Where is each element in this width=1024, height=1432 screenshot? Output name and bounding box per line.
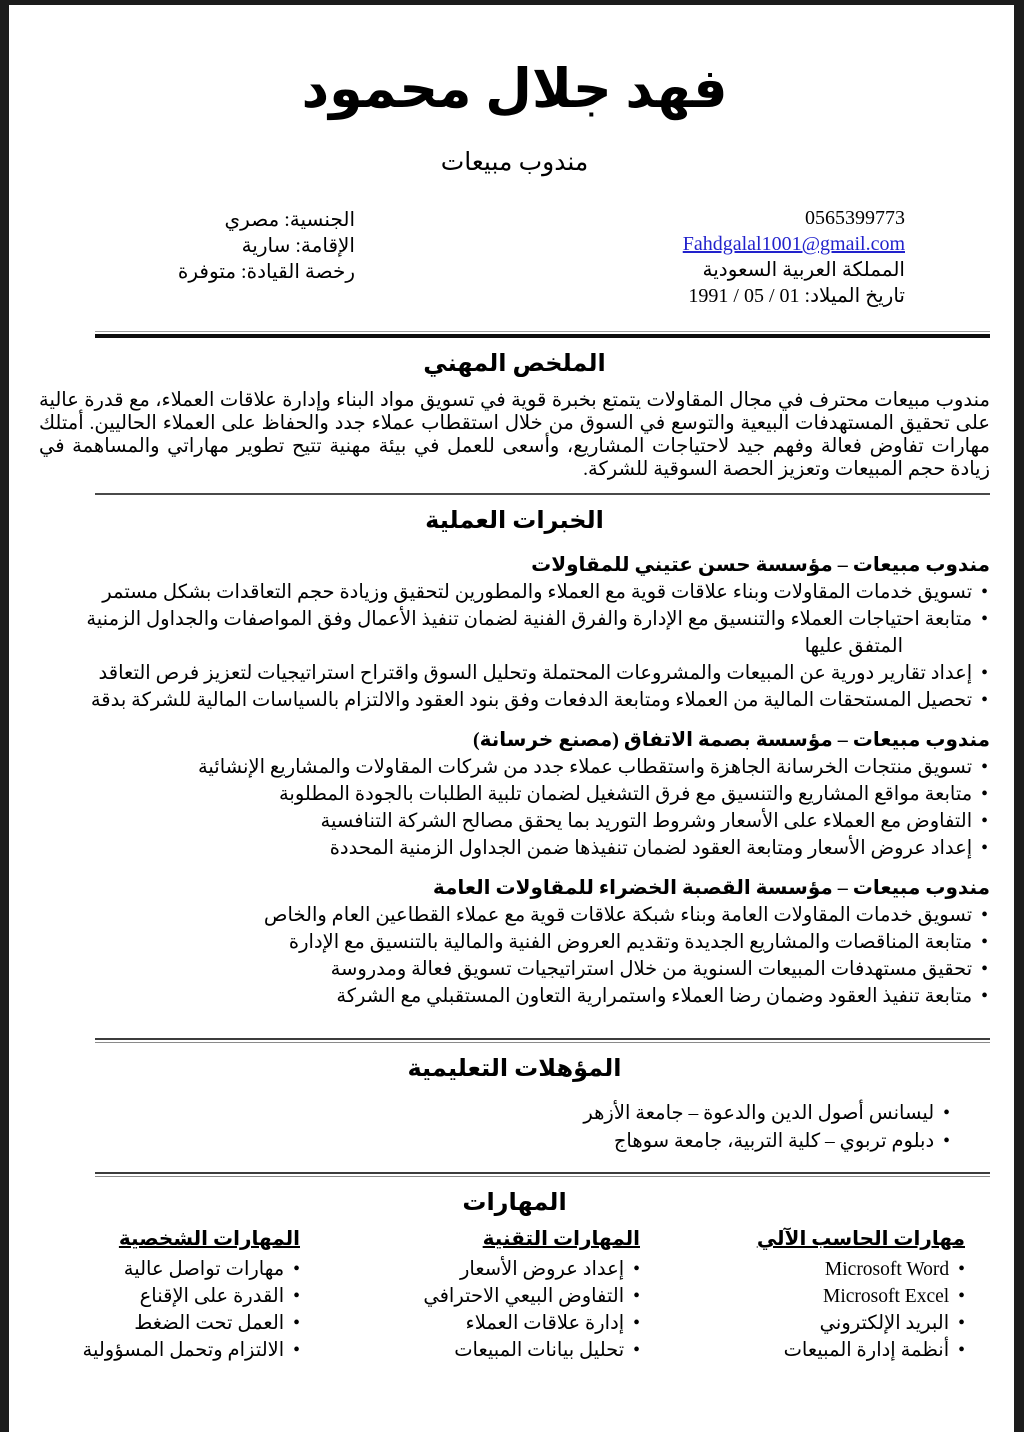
skills-list (673, 1259, 965, 1361)
country: المملكة العربية السعودية (702, 259, 905, 281)
job-bullet-text: تحصيل المستحقات المالية من العملاء ومتابعة الدفعات وفق بنود العقود والالتزام بالسياسات المالية للشركة بدقة (90, 690, 973, 711)
skill-item (673, 1286, 965, 1307)
job-bullet-text: متابعة تنفيذ العقود وضمان رضا العملاء واستمرارية التعاون المستقبلي مع الشركة (336, 986, 973, 1007)
bullet-dot-icon (293, 1313, 300, 1334)
bullet-dot-icon (958, 1340, 965, 1361)
skill-item-text: إدارة علاقات العملاء (465, 1313, 625, 1334)
candidate-role: مندوب مبيعات (440, 149, 589, 176)
skill-item (356, 1286, 640, 1307)
job-bullet-text: التفاوض مع العملاء على الأسعار وشروط التوريد بما يحقق مصالح الشركة التنافسية (320, 811, 973, 832)
bullet-dot-icon (633, 1259, 640, 1280)
job-bullet (39, 754, 988, 781)
skill-item (39, 1259, 300, 1280)
bullet-dot-icon (981, 838, 988, 859)
bullet-dot-icon (943, 1103, 950, 1124)
contact-section (39, 205, 990, 317)
birth-date: تاريخ الميلاد: 01 / 05 / 1991 (688, 285, 905, 307)
skills-column-computer (673, 1227, 990, 1367)
skills-column-header: مهارات الحاسب الآلي (756, 1228, 965, 1250)
skill-item (673, 1340, 965, 1361)
bullet-dot-icon (293, 1286, 300, 1307)
skill-item (356, 1313, 640, 1334)
education-item-text: دبلوم تربوي – كلية التربية، جامعة سوهاج (613, 1131, 935, 1152)
skill-item-text: Microsoft Word (824, 1259, 950, 1280)
skill-item (673, 1259, 965, 1280)
bullet-dot-icon (633, 1286, 640, 1307)
skill-item (356, 1340, 640, 1361)
job-bullet-text: تسويق منتجات الخرسانة الجاهزة واستقطاب عملاء جدد من شركات المقاولات والمشاريع الإنشائية (197, 757, 973, 778)
bullet-dot-icon (958, 1259, 965, 1280)
job-title: مندوب مبيعات – مؤسسة بصمة الاتفاق (مصنع خرسانة) (472, 729, 990, 751)
experience-heading: الخبرات العملية (425, 508, 604, 534)
skills-column-header: المهارات الشخصية (118, 1228, 300, 1250)
nationality: الجنسية: مصري (224, 209, 355, 231)
skills-column-personal (39, 1227, 356, 1367)
skill-item (39, 1340, 300, 1361)
education-list (39, 1100, 950, 1156)
job-bullet (39, 808, 988, 835)
job-bullet-text: تسويق خدمات المقاولات العامة وبناء شبكة علاقات قوية مع عملاء القطاعين العام والخاص (263, 905, 973, 926)
cv-page (9, 5, 1014, 1432)
job-bullet (39, 956, 988, 983)
bullet-dot-icon (981, 811, 988, 832)
skill-item-text: البريد الإلكتروني (819, 1313, 950, 1334)
bullet-dot-icon (981, 690, 988, 711)
bullet-dot-icon (981, 932, 988, 953)
contact-secondary-column (178, 207, 355, 285)
job-entry (39, 727, 990, 862)
education-item-text: ليسانس أصول الدين والدعوة – جامعة الأزهر (583, 1103, 935, 1124)
job-entry (39, 875, 990, 1010)
skills-columns (39, 1227, 990, 1367)
skill-item (39, 1313, 300, 1334)
bullet-dot-icon (981, 582, 988, 603)
skill-item-text: العمل تحت الضغط (134, 1313, 285, 1334)
job-bullet-text: إعداد تقارير دورية عن المبيعات والمشروعات المحتملة وتحليل السوق واقتراح استراتيجيات لتعزيز فرص التعاقد (98, 663, 973, 684)
job-title: مندوب مبيعات – مؤسسة القصبة الخضراء للمقاولات العامة (432, 877, 990, 899)
divider-thick (95, 331, 990, 338)
skill-item-text: القدرة على الإقناع (139, 1286, 285, 1307)
email-link[interactable]: Fahdgalal1001@gmail.com (682, 233, 905, 255)
job-bullet (39, 606, 988, 660)
skill-item-text: أنظمة إدارة المبيعات (783, 1340, 950, 1361)
divider-thin (95, 493, 990, 495)
job-bullet-text: تحقيق مستهدفات المبيعات السنوية من خلال استراتيجيات تسويق فعالة ومدروسة (330, 959, 973, 980)
bullet-dot-icon (981, 609, 988, 630)
job-bullet-text: إعداد عروض الأسعار ومتابعة العقود لضمان تنفيذها ضمن الجداول الزمنية المحددة (329, 838, 973, 859)
bullet-dot-icon (633, 1313, 640, 1334)
summary-text: مندوب مبيعات محترف في مجال المقاولات يتمتع بخبرة قوية في تسويق مواد البناء وإدارة علاقات العملاء، مع قدرة عالية على تحقيق المستهدفات البيعية والتوسع في السوق من خلال استقطاب عملاء جدد والحفاظ على العملاء الحاليين. أمتلك مهارات تفاوض فعالة وفهم جيد لاحتياجات المشاريع، وأسعى للعمل في بيئة مهنية تتيح تطوير مهاراتي والمساهمة في زيادة حجم المبيعات وتعزيز الحصة السوقية للشركة. (39, 390, 990, 480)
bullet-dot-icon (633, 1340, 640, 1361)
job-bullet-list (39, 579, 990, 714)
education-item (39, 1128, 950, 1156)
job-bullet (39, 983, 988, 1010)
job-bullet (39, 781, 988, 808)
skills-list (356, 1259, 640, 1361)
contact-primary-column (683, 205, 905, 309)
skill-item-text: الالتزام وتحمل المسؤولية (82, 1340, 285, 1361)
skills-column-header: المهارات التقنية (482, 1228, 640, 1250)
job-bullet (39, 902, 988, 929)
bullet-dot-icon (981, 986, 988, 1007)
job-bullet-list (39, 902, 990, 1010)
bullet-dot-icon (293, 1259, 300, 1280)
job-bullet (39, 687, 988, 714)
job-bullet (39, 579, 988, 606)
skills-list (39, 1259, 300, 1361)
driving-license: رخصة القيادة: متوفرة (177, 261, 355, 283)
job-bullet (39, 835, 988, 862)
education-item (39, 1100, 950, 1128)
job-bullet-list (39, 754, 990, 862)
divider-double (95, 1172, 990, 1177)
job-title: مندوب مبيعات – مؤسسة حسن عتيني للمقاولات (531, 554, 990, 576)
bullet-dot-icon (981, 784, 988, 805)
candidate-name: فهد جلال محمود (301, 59, 728, 119)
skill-item (356, 1259, 640, 1280)
phone-number: 0565399773 (805, 207, 905, 229)
job-bullet (39, 660, 988, 687)
bullet-dot-icon (943, 1131, 950, 1152)
divider-double (95, 1038, 990, 1043)
skill-item (39, 1286, 300, 1307)
bullet-dot-icon (981, 663, 988, 684)
job-bullet (39, 929, 988, 956)
bullet-dot-icon (981, 905, 988, 926)
job-bullet-text: متابعة المناقصات والمشاريع الجديدة وتقديم العروض الفنية والمالية بالتنسيق مع الإدارة (288, 932, 973, 953)
bullet-dot-icon (981, 959, 988, 980)
skill-item-text: تحليل بيانات المبيعات (454, 1340, 625, 1361)
summary-heading: الملخص المهني (423, 351, 606, 377)
bullet-dot-icon (958, 1313, 965, 1334)
bullet-dot-icon (981, 757, 988, 778)
job-bullet-text: تسويق خدمات المقاولات وبناء علاقات قوية مع العملاء والمطورين لتحقيق وزيادة حجم التعاقدات بشكل مستمر (102, 582, 973, 603)
skill-item-text: مهارات تواصل عالية (123, 1259, 285, 1280)
education-heading: المؤهلات التعليمية (407, 1056, 622, 1082)
bullet-dot-icon (958, 1286, 965, 1307)
skill-item-text: التفاوض البيعي الاحترافي (423, 1286, 625, 1307)
skill-item-text: Microsoft Excel (823, 1286, 950, 1307)
bullet-dot-icon (293, 1340, 300, 1361)
skills-column-technical (356, 1227, 673, 1367)
job-entry (39, 552, 990, 714)
skill-item-text: إعداد عروض الأسعار (460, 1259, 625, 1280)
residency-status: الإقامة: سارية (241, 235, 355, 257)
skill-item (673, 1313, 965, 1334)
job-bullet-text: متابعة احتياجات العملاء والتنسيق مع الإدارة والفرق الفنية لضمان تنفيذ الأعمال وفق المواصفات والجداول الزمنية المتفق عليها (86, 609, 973, 657)
job-bullet-text: متابعة مواقع المشاريع والتنسيق مع فرق التشغيل لضمان تلبية الطلبات بالجودة المطلوبة (278, 784, 973, 805)
skills-heading: المهارات (462, 1190, 567, 1216)
